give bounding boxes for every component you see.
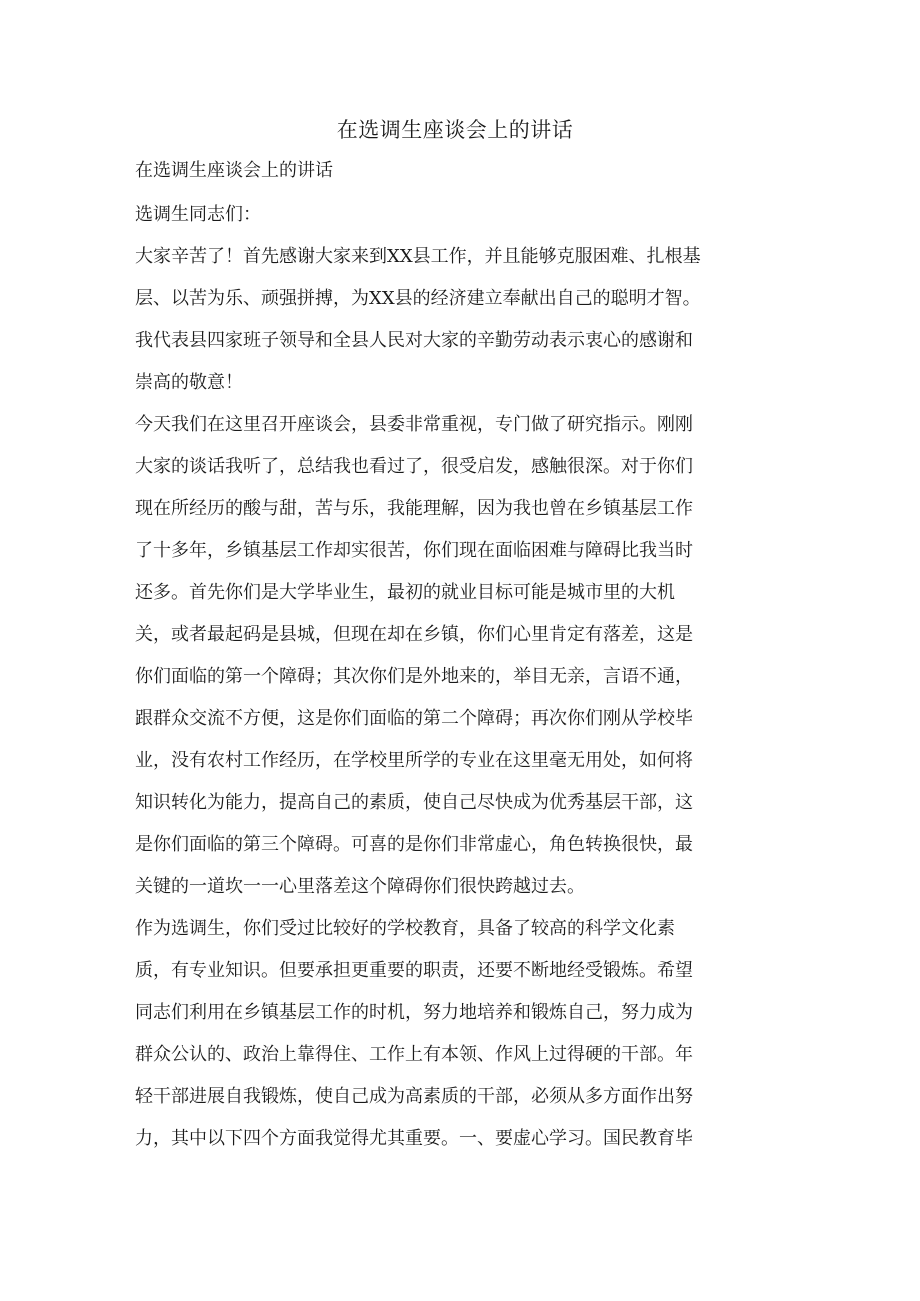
text-line: 跟群众交流不方便，这是你们面临的第二个障碍；再次你们刚从学校毕 <box>135 708 693 729</box>
document-title: 在选调生座谈会上的讲话 <box>336 118 574 142</box>
text-line: 选调生同志们： <box>135 204 261 225</box>
text-line: 大家的谈话我听了，总结我也看过了，很受启发，感触很深。对于你们 <box>135 456 693 477</box>
text-line: 还多。首先你们是大学毕业生，最初的就业目标可能是城市里的大机 <box>135 582 675 603</box>
text-line: 关，或者最起码是县城，但现在却在乡镇，你们心里肯定有落差，这是 <box>135 624 693 645</box>
text-line: 了十多年，乡镇基层工作却实很苦，你们现在面临困难与障碍比我当时 <box>135 540 693 561</box>
text-line: 轻干部进展自我锻炼，使自己成为高素质的干部，必须从多方面作出努 <box>135 1086 693 1107</box>
text-line: 层、以苦为乐、顽强拼搏，为XX县的经济建立奉献出自己的聪明才智。 <box>135 288 701 309</box>
text-line: 现在所经历的酸与甜，苦与乐，我能理解，因为我也曾在乡镇基层工作 <box>135 498 693 519</box>
text-line: 同志们利用在乡镇基层工作的时机，努力地培养和锻炼自己，努力成为 <box>135 1002 693 1023</box>
text-line: 业，没有农村工作经历，在学校里所学的专业在这里毫无用处，如何将 <box>135 750 693 771</box>
text-line: 是你们面临的第三个障碍。可喜的是你们非常虚心，角色转换很快，最 <box>135 834 693 855</box>
text-line: 质，有专业知识。但要承担更重要的职责，还要不断地经受锻炼。希望 <box>135 960 693 981</box>
text-line: 今天我们在这里召开座谈会，县委非常重视，专门做了研究指示。刚刚 <box>135 414 693 435</box>
text-line: 你们面临的第一个障碍；其次你们是外地来的，举目无亲，言语不通， <box>135 666 693 687</box>
text-line: 力，其中以下四个方面我觉得尤其重要。一、要虚心学习。国民教育毕 <box>135 1128 693 1149</box>
text-line: 在选调生座谈会上的讲话 <box>135 160 333 181</box>
text-line: 关键的一道坎一一心里落差这个障碍你们很快跨越过去。 <box>135 876 585 897</box>
text-line: 大家辛苦了！首先感谢大家来到XX县工作，并且能够克服困难、扎根基 <box>135 246 701 267</box>
text-line: 知识转化为能力，提高自己的素质，使自己尽快成为优秀基层干部，这 <box>135 792 693 813</box>
text-line: 崇高的敬意！ <box>135 372 243 393</box>
text-line: 作为选调生，你们受过比较好的学校教育，具备了较高的科学文化素 <box>135 918 675 939</box>
text-line: 我代表县四家班子领导和全县人民对大家的辛勤劳动表示衷心的感谢和 <box>135 330 693 351</box>
text-line: 群众公认的、政治上靠得住、工作上有本领、作风上过得硬的干部。年 <box>135 1044 693 1065</box>
